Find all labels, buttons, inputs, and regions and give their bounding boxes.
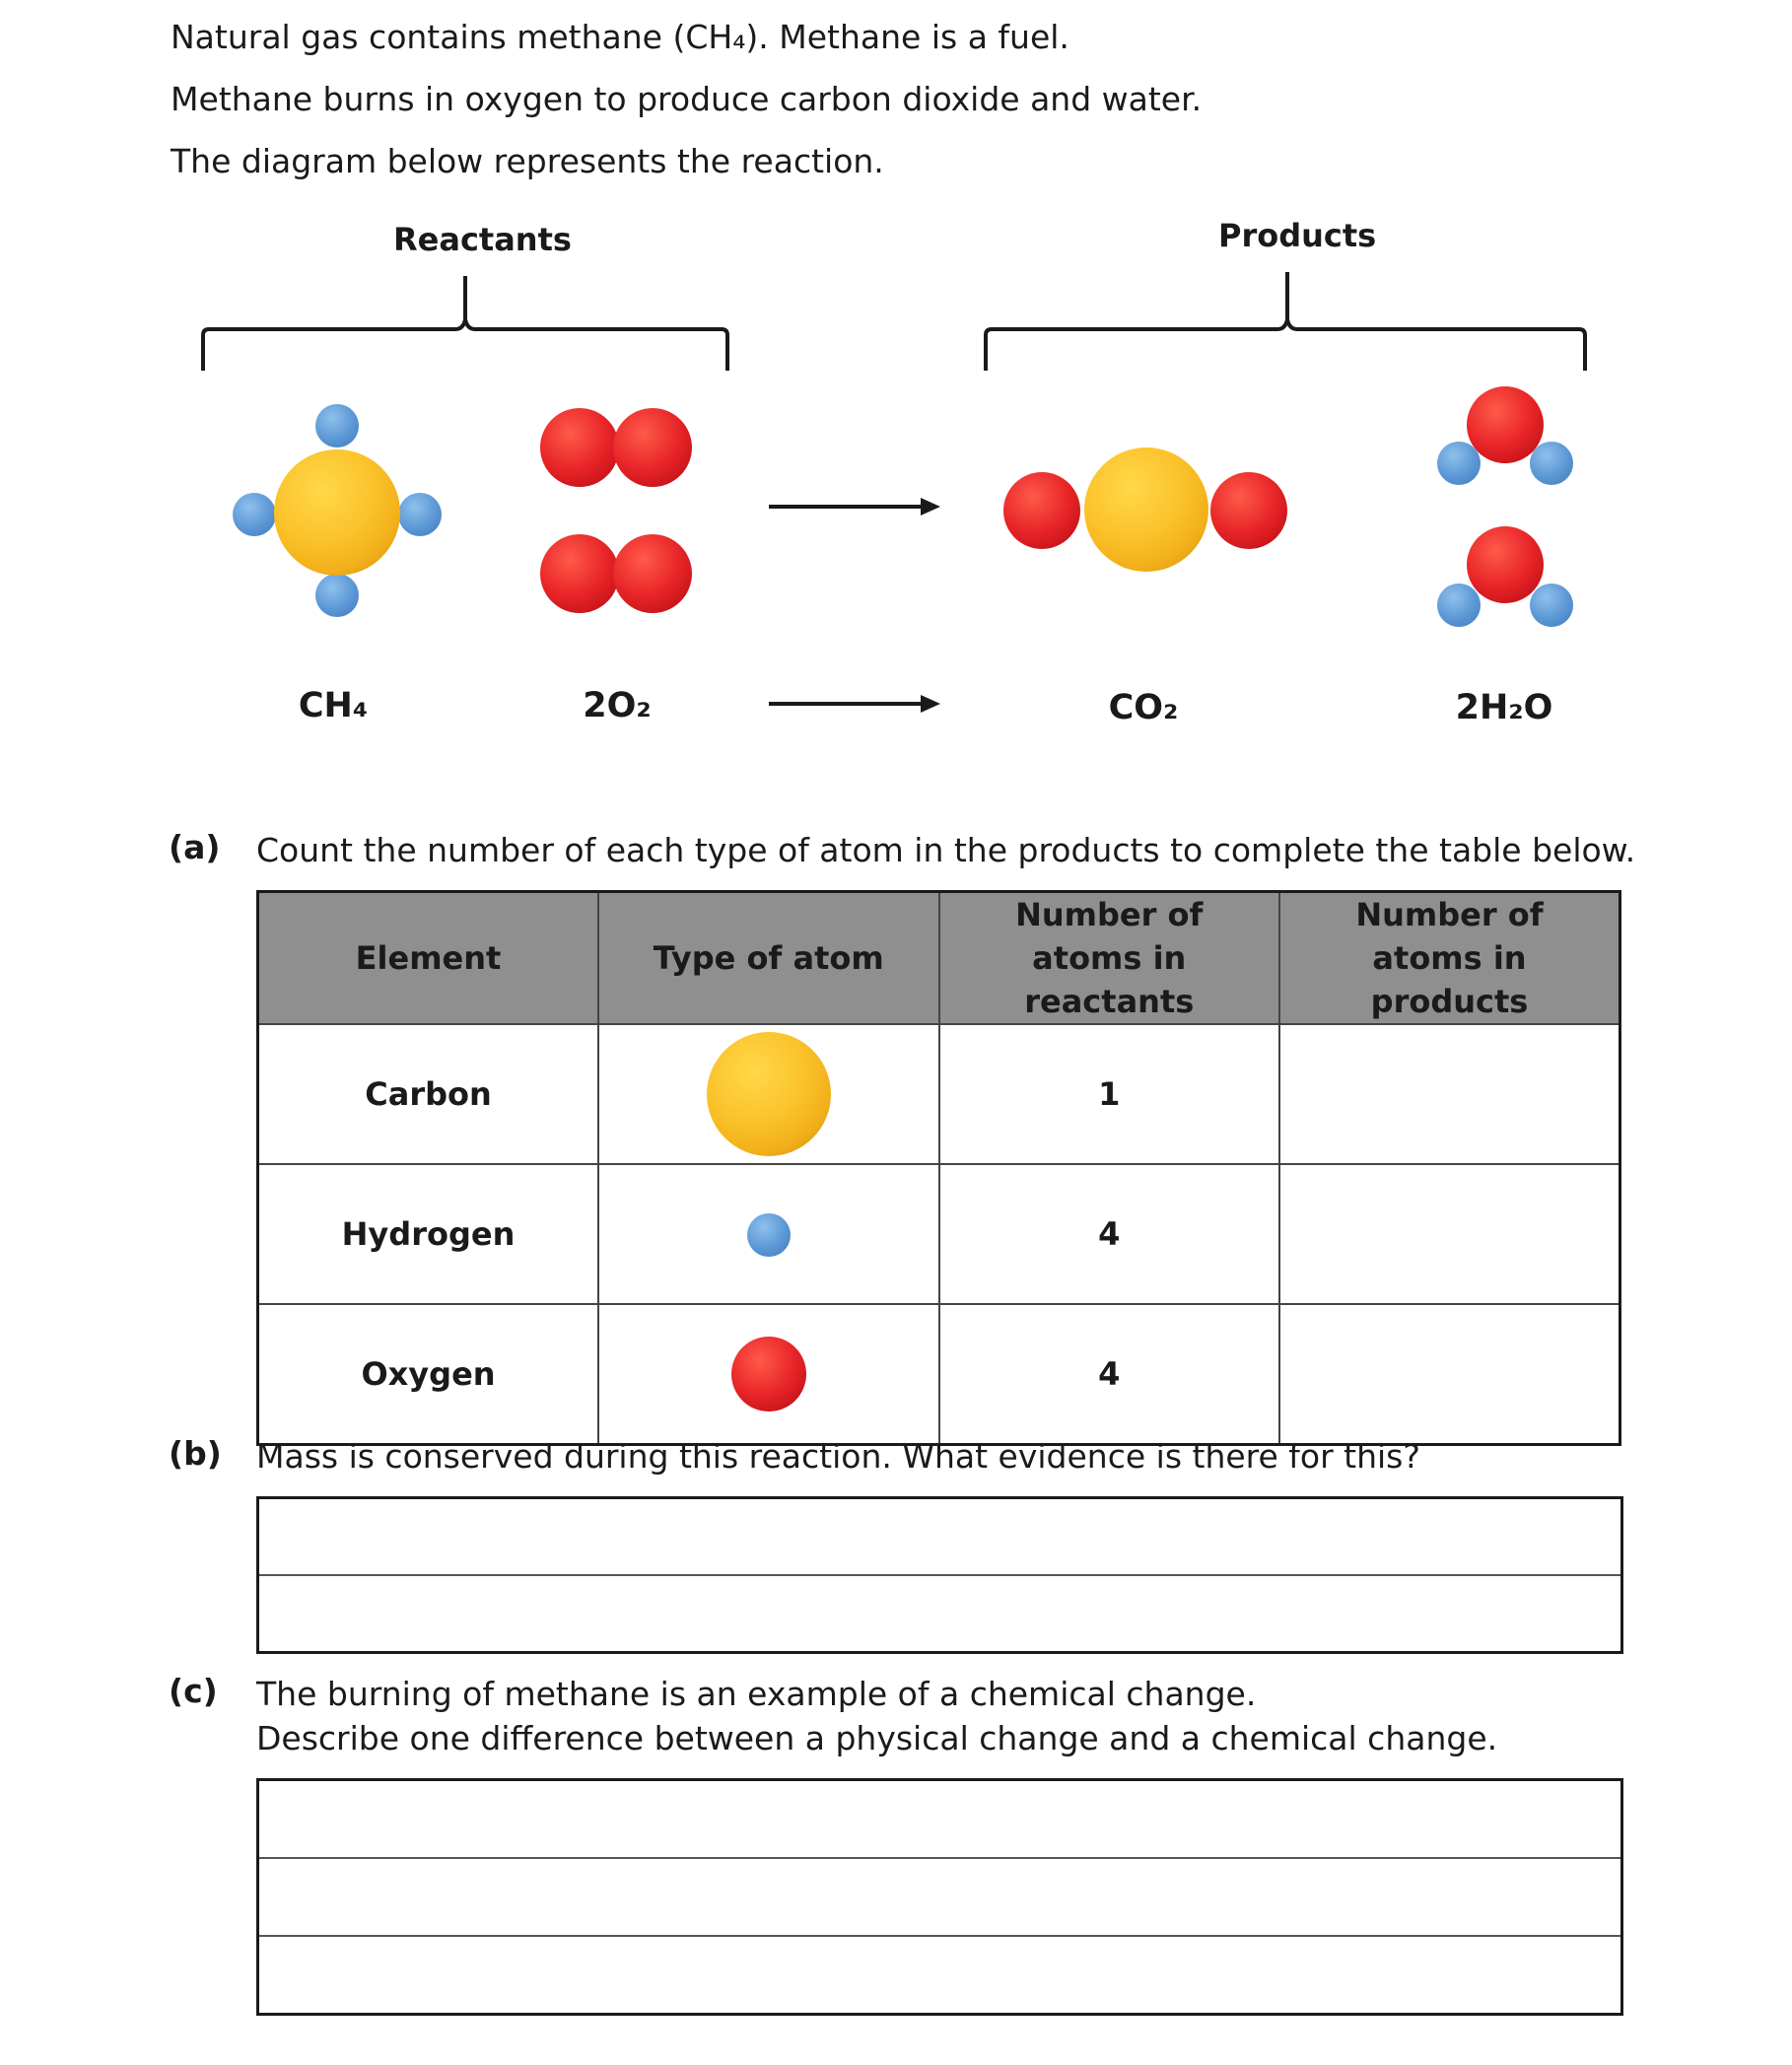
formula-water: 2H₂O <box>1455 688 1553 727</box>
carbon-atom <box>1084 447 1208 572</box>
question-c-line-2: Describe one difference between a physical change and a chemical change. <box>256 1719 1498 1757</box>
products-label: Products <box>1218 217 1377 254</box>
question-c-line-1: The burning of methane is an example of a chemical change. <box>256 1675 1257 1713</box>
oxygen-atom <box>1003 472 1080 549</box>
element-name: Oxygen <box>258 1304 599 1445</box>
table-row <box>258 1164 1620 1304</box>
intro-line-3: The diagram below represents the reaction. <box>171 142 884 180</box>
reactant-count: 1 <box>939 1024 1280 1164</box>
oxygen-atom <box>540 408 619 487</box>
product-count-answer-cell[interactable] <box>1279 1024 1620 1164</box>
reaction-arrow-top <box>769 498 940 516</box>
hydrogen-atom <box>1530 584 1573 627</box>
methane-molecule <box>233 404 442 617</box>
hydrogen-atom <box>315 404 359 447</box>
intro-line-2: Methane burns in oxygen to produce carbon dioxide and water. <box>171 80 1203 118</box>
header-atoms-in-reactants: Number of atoms in reactants <box>939 892 1280 1025</box>
reactant-count: 4 <box>939 1304 1280 1445</box>
hydrogen-atom <box>1530 442 1573 485</box>
formula-methane: CH₄ <box>298 686 369 725</box>
answer-line[interactable] <box>259 1499 1620 1576</box>
oxygen-atom <box>613 408 692 487</box>
header-element: Element <box>258 892 599 1025</box>
water-molecules <box>1437 386 1575 633</box>
carbon-dioxide-molecule <box>1003 446 1289 574</box>
atom-type-cell <box>598 1024 939 1164</box>
oxygen-atom <box>731 1337 806 1411</box>
reaction-diagram-lines <box>0 0 1792 749</box>
atom-type-cell <box>598 1304 939 1445</box>
atom-count-table <box>256 890 1621 1446</box>
carbon-atom <box>707 1032 831 1156</box>
oxygen-atom <box>1467 526 1544 603</box>
header-atoms-in-products: Number of atoms in products <box>1279 892 1620 1025</box>
table-row <box>258 1024 1620 1164</box>
answer-line[interactable] <box>259 1781 1620 1859</box>
question-a-label: (a) <box>169 828 221 866</box>
reactant-count: 4 <box>939 1164 1280 1304</box>
product-count-answer-cell[interactable] <box>1279 1164 1620 1304</box>
hydrogen-atom <box>1437 442 1481 485</box>
oxygen-atom <box>613 534 692 613</box>
table-header-row <box>258 892 1620 1025</box>
answer-line[interactable] <box>259 1859 1620 1937</box>
question-c-label: (c) <box>169 1672 218 1710</box>
question-a-text: Count the number of each type of atom in the products to complete the table below. <box>256 831 1636 869</box>
oxygen-atom <box>1210 472 1287 549</box>
hydrogen-atom <box>233 493 276 536</box>
oxygen-atom <box>540 534 619 613</box>
element-name: Carbon <box>258 1024 599 1164</box>
hydrogen-atom <box>315 574 359 617</box>
table-row <box>258 1304 1620 1445</box>
answer-line[interactable] <box>259 1576 1620 1651</box>
formula-carbon-dioxide: CO₂ <box>1108 688 1179 727</box>
intro-line-1: Natural gas contains methane (CH₄). Methane is a fuel. <box>171 18 1069 56</box>
answer-line[interactable] <box>259 1937 1620 2013</box>
question-c-answer-box[interactable] <box>256 1778 1623 2016</box>
reactants-brace <box>203 276 727 371</box>
question-b-label: (b) <box>169 1434 222 1473</box>
reactants-label: Reactants <box>393 221 572 258</box>
formula-oxygen: 2O₂ <box>583 686 652 725</box>
products-brace <box>986 272 1585 371</box>
question-b-text: Mass is conserved during this reaction. What evidence is there for this? <box>256 1437 1420 1476</box>
hydrogen-atom <box>398 493 442 536</box>
header-type-of-atom: Type of atom <box>598 892 939 1025</box>
hydrogen-atom <box>1437 584 1481 627</box>
product-count-answer-cell[interactable] <box>1279 1304 1620 1445</box>
carbon-atom <box>274 449 400 576</box>
element-name: Hydrogen <box>258 1164 599 1304</box>
question-b-answer-box[interactable] <box>256 1496 1623 1654</box>
atom-type-cell <box>598 1164 939 1304</box>
reaction-arrow-bottom <box>769 695 940 713</box>
oxygen-molecules <box>540 408 694 615</box>
hydrogen-atom <box>747 1213 791 1257</box>
